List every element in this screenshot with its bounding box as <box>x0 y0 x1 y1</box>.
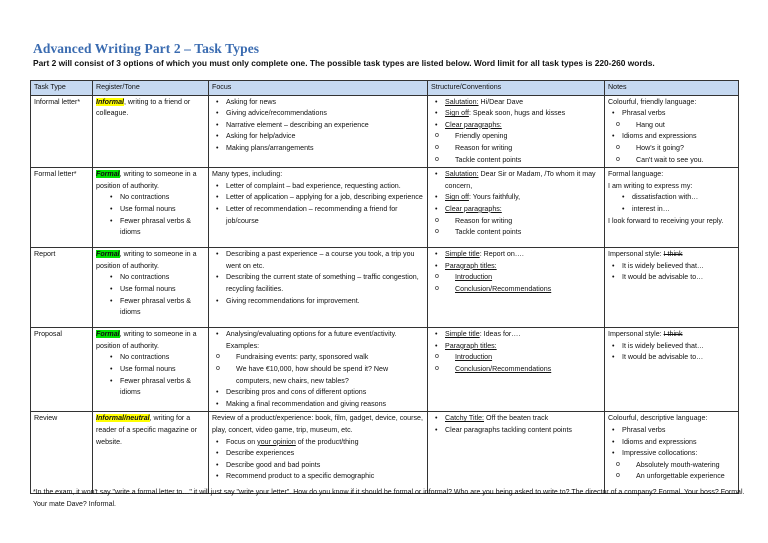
notes-cell: Colourful, friendly language: • Phrasal verbs o Hang out • Idioms and expressions o How's it going? o Can't wait to see you. <box>605 95 739 168</box>
list-item: • Fewer phrasal verbs & idioms <box>96 296 205 319</box>
task-type-cell: Report <box>31 248 93 328</box>
list-item: • Describe good and bad points <box>212 460 424 472</box>
page-title: Advanced Writing Part 2 – Task Types <box>33 41 260 56</box>
list-item: • Use formal nouns <box>96 284 205 296</box>
list-item: • Clear paragraphs: <box>431 120 601 132</box>
list-item: • Describing a past experience – a course you took, a trip you went on etc. <box>212 249 424 272</box>
list-item: o Can't wait to see you. <box>608 155 735 167</box>
list-item: o Introduction <box>431 352 601 364</box>
focus-cell: Review of a product/experience: book, film, gadget, device, course, play, concert, video game, trip, museum, etc. • Focus on your opinion of the product/thing • Describe experiences • Describe good and bad points • Recommend product to a specific demographic <box>209 412 428 494</box>
list-item: • Describing the current state of something – traffic congestion, recycling facilities. <box>212 272 424 295</box>
header-focus: Focus <box>209 81 428 96</box>
list-item: • dissatisfaction with… <box>608 192 735 204</box>
list-item: • Use formal nouns <box>96 364 205 376</box>
list-item: • Simple title: Ideas for…. <box>431 329 601 341</box>
list-item: o Hang out <box>608 120 735 132</box>
list-item: • Salutation: Dear Sir or Madam, /To whom it may concern, <box>431 169 601 192</box>
task-type-cell: Formal letter* <box>31 168 93 248</box>
list-item: • Impressive collocations: <box>608 448 735 460</box>
list-item: • Phrasal verbs <box>608 425 735 437</box>
list-item: o How's it going? <box>608 143 735 155</box>
list-item: • Describe experiences <box>212 448 424 460</box>
list-item: • It would be advisable to… <box>608 272 735 284</box>
list-item: o Absolutely mouth-watering <box>608 460 735 472</box>
list-item: • Clear paragraphs tackling content points <box>431 425 601 437</box>
list-item: o Conclusion/Recommendations <box>431 284 601 296</box>
list-item: o Reason for writing <box>431 216 601 228</box>
list-item: o We have €10,000, how should be spend it? New computers, new chairs, new tables? <box>212 364 424 387</box>
list-item: o Reason for writing <box>431 143 601 155</box>
register-cell: Formal, writing to someone in a position of authority. • No contractions • Use formal nouns • Fewer phrasal verbs & idioms <box>93 168 209 248</box>
list-item: • It is widely believed that… <box>608 261 735 273</box>
list-item: • Catchy Title: Off the beaten track <box>431 413 601 425</box>
list-item: • No contractions <box>96 192 205 204</box>
table-row-formal <box>31 168 739 248</box>
list-item: • It would be advisable to… <box>608 352 735 364</box>
structure-cell <box>428 248 605 328</box>
register-highlight: Formal <box>96 250 120 259</box>
list-item: • Fewer phrasal verbs & idioms <box>96 216 205 239</box>
register-cell: Formal, writing to someone in a position of authority. • No contractions • Use formal nouns • Fewer phrasal verbs & idioms <box>93 328 209 412</box>
task-types-table <box>30 80 739 494</box>
notes-cell: Formal language: I am writing to express my: • dissatisfaction with… • interest in… I look forward to receiving your reply. <box>605 168 739 248</box>
list-item: • It is widely believed that… <box>608 341 735 353</box>
table-row-review <box>31 412 739 494</box>
structure-cell <box>428 328 605 412</box>
list-item: • interest in… <box>608 204 735 216</box>
focus-cell: Many types, including: • Letter of complaint – bad experience, requesting action. • Letter of application – applying for a job, describing experience • Letter of recommendation – recommending a friend for job/course <box>209 168 428 248</box>
register-highlight: Formal <box>96 170 120 179</box>
list-item: • Use formal nouns <box>96 204 205 216</box>
list-item: • Paragraph titles: <box>431 341 601 353</box>
list-item: • Giving recommendations for improvement. <box>212 296 424 308</box>
table-row-informal <box>31 95 739 168</box>
register-cell <box>93 95 209 168</box>
task-type-cell: Proposal <box>31 328 93 412</box>
list-item: • No contractions <box>96 352 205 364</box>
notes-cell: Colourful, descriptive language: • Phrasal verbs • Idioms and expressions • Impressive collocations: o Absolutely mouth-watering o An unforgettable experience <box>605 412 739 494</box>
list-item: • Giving advice/recommendations <box>212 108 424 120</box>
header-task-type: Task Type <box>31 81 93 96</box>
list-item: • Paragraph titles: <box>431 261 601 273</box>
focus-cell <box>209 328 428 412</box>
register-cell: Formal, writing to someone in a position of authority. • No contractions • Use formal nouns • Fewer phrasal verbs & idioms <box>93 248 209 328</box>
list-item: • Focus on your opinion of the product/thing <box>212 437 424 449</box>
list-item: • Phrasal verbs <box>608 108 735 120</box>
structure-cell <box>428 95 605 168</box>
header-structure: Structure/Conventions <box>428 81 605 96</box>
list-item: • Letter of application – applying for a job, describing experience <box>212 192 424 204</box>
list-item: • Making plans/arrangements <box>212 143 424 155</box>
list-item: • Sign off: Speak soon, hugs and kisses <box>431 108 601 120</box>
table-header-row <box>31 81 739 96</box>
list-item: • Describing pros and cons of different options <box>212 387 424 399</box>
list-item: • Asking for news <box>212 97 424 109</box>
list-item: o Fundraising events: party, sponsored walk <box>212 352 424 364</box>
list-item: o Tackle content points <box>431 227 601 239</box>
list-item: o Conclusion/Recommendations <box>431 364 601 376</box>
list-item: • Sign off: Yours faithfully, <box>431 192 601 204</box>
list-item: • Salutation: Hi/Dear Dave <box>431 97 601 109</box>
list-item: • Analysing/evaluating options for a future event/activity. Examples: <box>212 329 424 352</box>
task-type-cell: Informal letter* <box>31 95 93 168</box>
table-row-report <box>31 248 739 328</box>
list-item: • Narrative element – describing an experience <box>212 120 424 132</box>
list-item: o An unforgettable experience <box>608 471 735 483</box>
register-text: , writing to a friend or colleague. <box>96 97 191 118</box>
list-item: • Letter of recommendation – recommending a friend for job/course <box>212 204 424 227</box>
notes-cell: Impersonal style: I think • It is widely believed that… • It would be advisable to… <box>605 248 739 328</box>
table-row-proposal <box>31 328 739 412</box>
list-item: • Simple title: Report on…. <box>431 249 601 261</box>
list-item: • Clear paragraphs: <box>431 204 601 216</box>
footnote: *In the exam, it won't say "write a formal letter to…" it will just say "write your letter". How do you know if it should be formal or informal? Who are you being asked to write to? The director of a company? Formal. Your boss? Formal. Your mate Dave? Informal. <box>33 489 745 508</box>
page-subtitle: Part 2 will consist of 3 options of which you must only complete one. The possible task types are listed below. Word limit for all task types is 220-260 words. <box>33 58 655 68</box>
list-item: o Introduction <box>431 272 601 284</box>
list-item: o Tackle content points <box>431 155 601 167</box>
structure-cell <box>428 168 605 248</box>
task-type-cell: Review <box>31 412 93 494</box>
structure-cell <box>428 412 605 494</box>
register-highlight: Formal <box>96 330 120 339</box>
list-item: • Letter of complaint – bad experience, requesting action. <box>212 181 424 193</box>
list-item: • No contractions <box>96 272 205 284</box>
notes-cell: Impersonal style: I think • It is widely believed that… • It would be advisable to… <box>605 328 739 412</box>
focus-cell <box>209 248 428 328</box>
register-cell: Informal/neutral, writing for a reader of a specific magazine or website. <box>93 412 209 494</box>
focus-cell <box>209 95 428 168</box>
list-item: • Making a final recommendation and giving reasons <box>212 399 424 411</box>
register-highlight: Informal/neutral <box>96 414 150 423</box>
register-highlight: Informal <box>96 97 124 106</box>
list-item: • Idioms and expressions <box>608 131 735 143</box>
list-item: • Fewer phrasal verbs & idioms <box>96 376 205 399</box>
list-item: • Asking for help/advice <box>212 131 424 143</box>
list-item: • Idioms and expressions <box>608 437 735 449</box>
header-register-tone: Register/Tone <box>93 81 209 96</box>
header-notes: Notes <box>605 81 739 96</box>
list-item: o Friendly opening <box>431 131 601 143</box>
list-item: • Recommend product to a specific demographic <box>212 471 424 483</box>
